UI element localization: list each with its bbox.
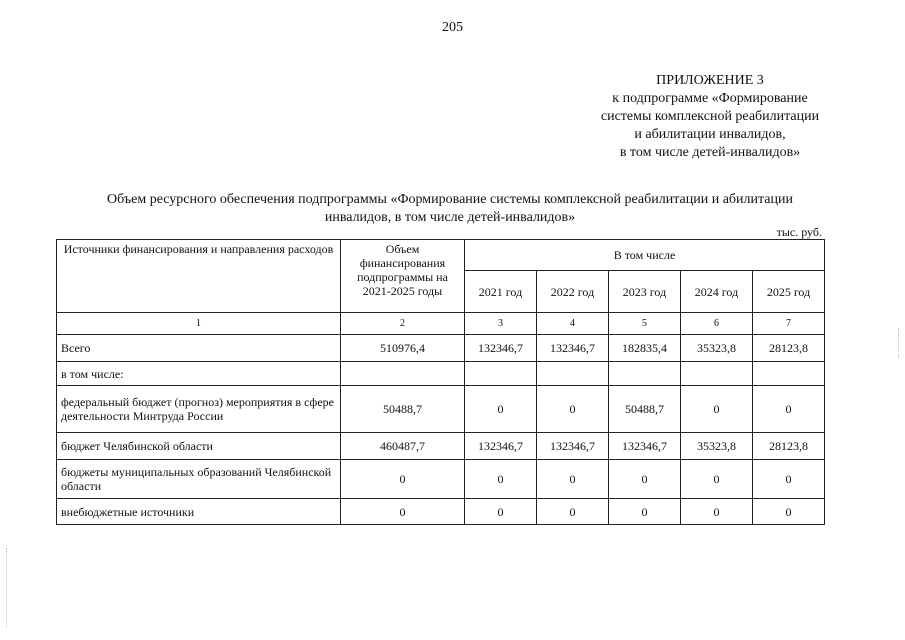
row-value	[537, 362, 609, 386]
row-label: бюджет Челябинской области	[57, 433, 341, 460]
row-value: 0	[753, 460, 825, 499]
header-including: В том числе	[465, 240, 825, 271]
row-value: 460487,7	[341, 433, 465, 460]
column-number: 2	[341, 313, 465, 335]
row-value	[341, 362, 465, 386]
document-title-line: Объем ресурсного обеспечения подпрограммы «Формирование системы комплексной реабилитации и абилитации	[107, 192, 793, 207]
row-value: 0	[537, 386, 609, 433]
row-label: Всего	[57, 335, 341, 362]
table-row	[57, 499, 825, 525]
row-value: 50488,7	[341, 386, 465, 433]
appendix-line: и абилитации инвалидов,	[634, 127, 786, 142]
header-year: 2023 год	[609, 271, 681, 313]
header-year: 2021 год	[465, 271, 537, 313]
unit-label: тыс. руб.	[776, 225, 822, 239]
row-value: 132346,7	[537, 335, 609, 362]
row-value: 50488,7	[609, 386, 681, 433]
appendix-line: ПРИЛОЖЕНИЕ 3	[656, 73, 764, 88]
row-value: 0	[753, 386, 825, 433]
row-value: 0	[537, 460, 609, 499]
row-value: 132346,7	[609, 433, 681, 460]
scan-artifact-right	[898, 328, 900, 358]
column-number: 5	[609, 313, 681, 335]
row-value: 0	[537, 499, 609, 525]
table-row	[57, 433, 825, 460]
table-row	[57, 362, 825, 386]
row-value: 510976,4	[341, 335, 465, 362]
row-value: 0	[681, 499, 753, 525]
row-value	[681, 362, 753, 386]
appendix-line: системы комплексной реабилитации	[600, 109, 820, 124]
row-value: 28123,8	[753, 335, 825, 362]
header-volume: Объем финансирования подпрограммы на 2021-2025 годы	[341, 240, 465, 313]
column-numbers-row	[57, 313, 825, 335]
row-value: 0	[609, 460, 681, 499]
row-value: 0	[465, 460, 537, 499]
row-value: 0	[609, 499, 681, 525]
row-value: 0	[681, 460, 753, 499]
appendix-line: в том числе детей-инвалидов»	[619, 145, 801, 160]
row-label: внебюджетные источники	[57, 499, 341, 525]
row-label: бюджеты муниципальных образований Челябинской области	[57, 460, 341, 499]
row-label: в том числе:	[57, 362, 341, 386]
scan-artifact-left	[6, 548, 8, 628]
row-value	[753, 362, 825, 386]
row-value: 0	[753, 499, 825, 525]
table-row	[57, 335, 825, 362]
row-value: 0	[465, 499, 537, 525]
row-label: федеральный бюджет (прогноз) мероприятия в сфере деятельности Минтруда России	[57, 386, 341, 433]
table-row	[57, 460, 825, 499]
column-number: 7	[753, 313, 825, 335]
row-value: 182835,4	[609, 335, 681, 362]
column-number: 3	[465, 313, 537, 335]
column-number: 4	[537, 313, 609, 335]
row-value: 0	[465, 386, 537, 433]
column-number: 1	[57, 313, 341, 335]
row-value: 132346,7	[465, 433, 537, 460]
row-value	[609, 362, 681, 386]
header-year: 2022 год	[537, 271, 609, 313]
row-value: 132346,7	[537, 433, 609, 460]
appendix-block	[560, 72, 860, 162]
row-value: 35323,8	[681, 433, 753, 460]
header-source: Источники финансирования и направления расходов	[57, 240, 341, 313]
resource-table	[56, 239, 825, 525]
table-row	[57, 386, 825, 433]
column-number: 6	[681, 313, 753, 335]
table-header-row	[57, 240, 825, 271]
row-value	[465, 362, 537, 386]
row-value: 0	[341, 460, 465, 499]
header-year: 2025 год	[753, 271, 825, 313]
header-year: 2024 год	[681, 271, 753, 313]
page-number: 205	[442, 20, 463, 35]
row-value: 35323,8	[681, 335, 753, 362]
row-value: 132346,7	[465, 335, 537, 362]
appendix-line: к подпрограмме «Формирование	[612, 91, 808, 106]
row-value: 28123,8	[753, 433, 825, 460]
document-title	[40, 191, 860, 227]
document-title-line: инвалидов, в том числе детей-инвалидов»	[324, 210, 576, 225]
row-value: 0	[341, 499, 465, 525]
row-value: 0	[681, 386, 753, 433]
